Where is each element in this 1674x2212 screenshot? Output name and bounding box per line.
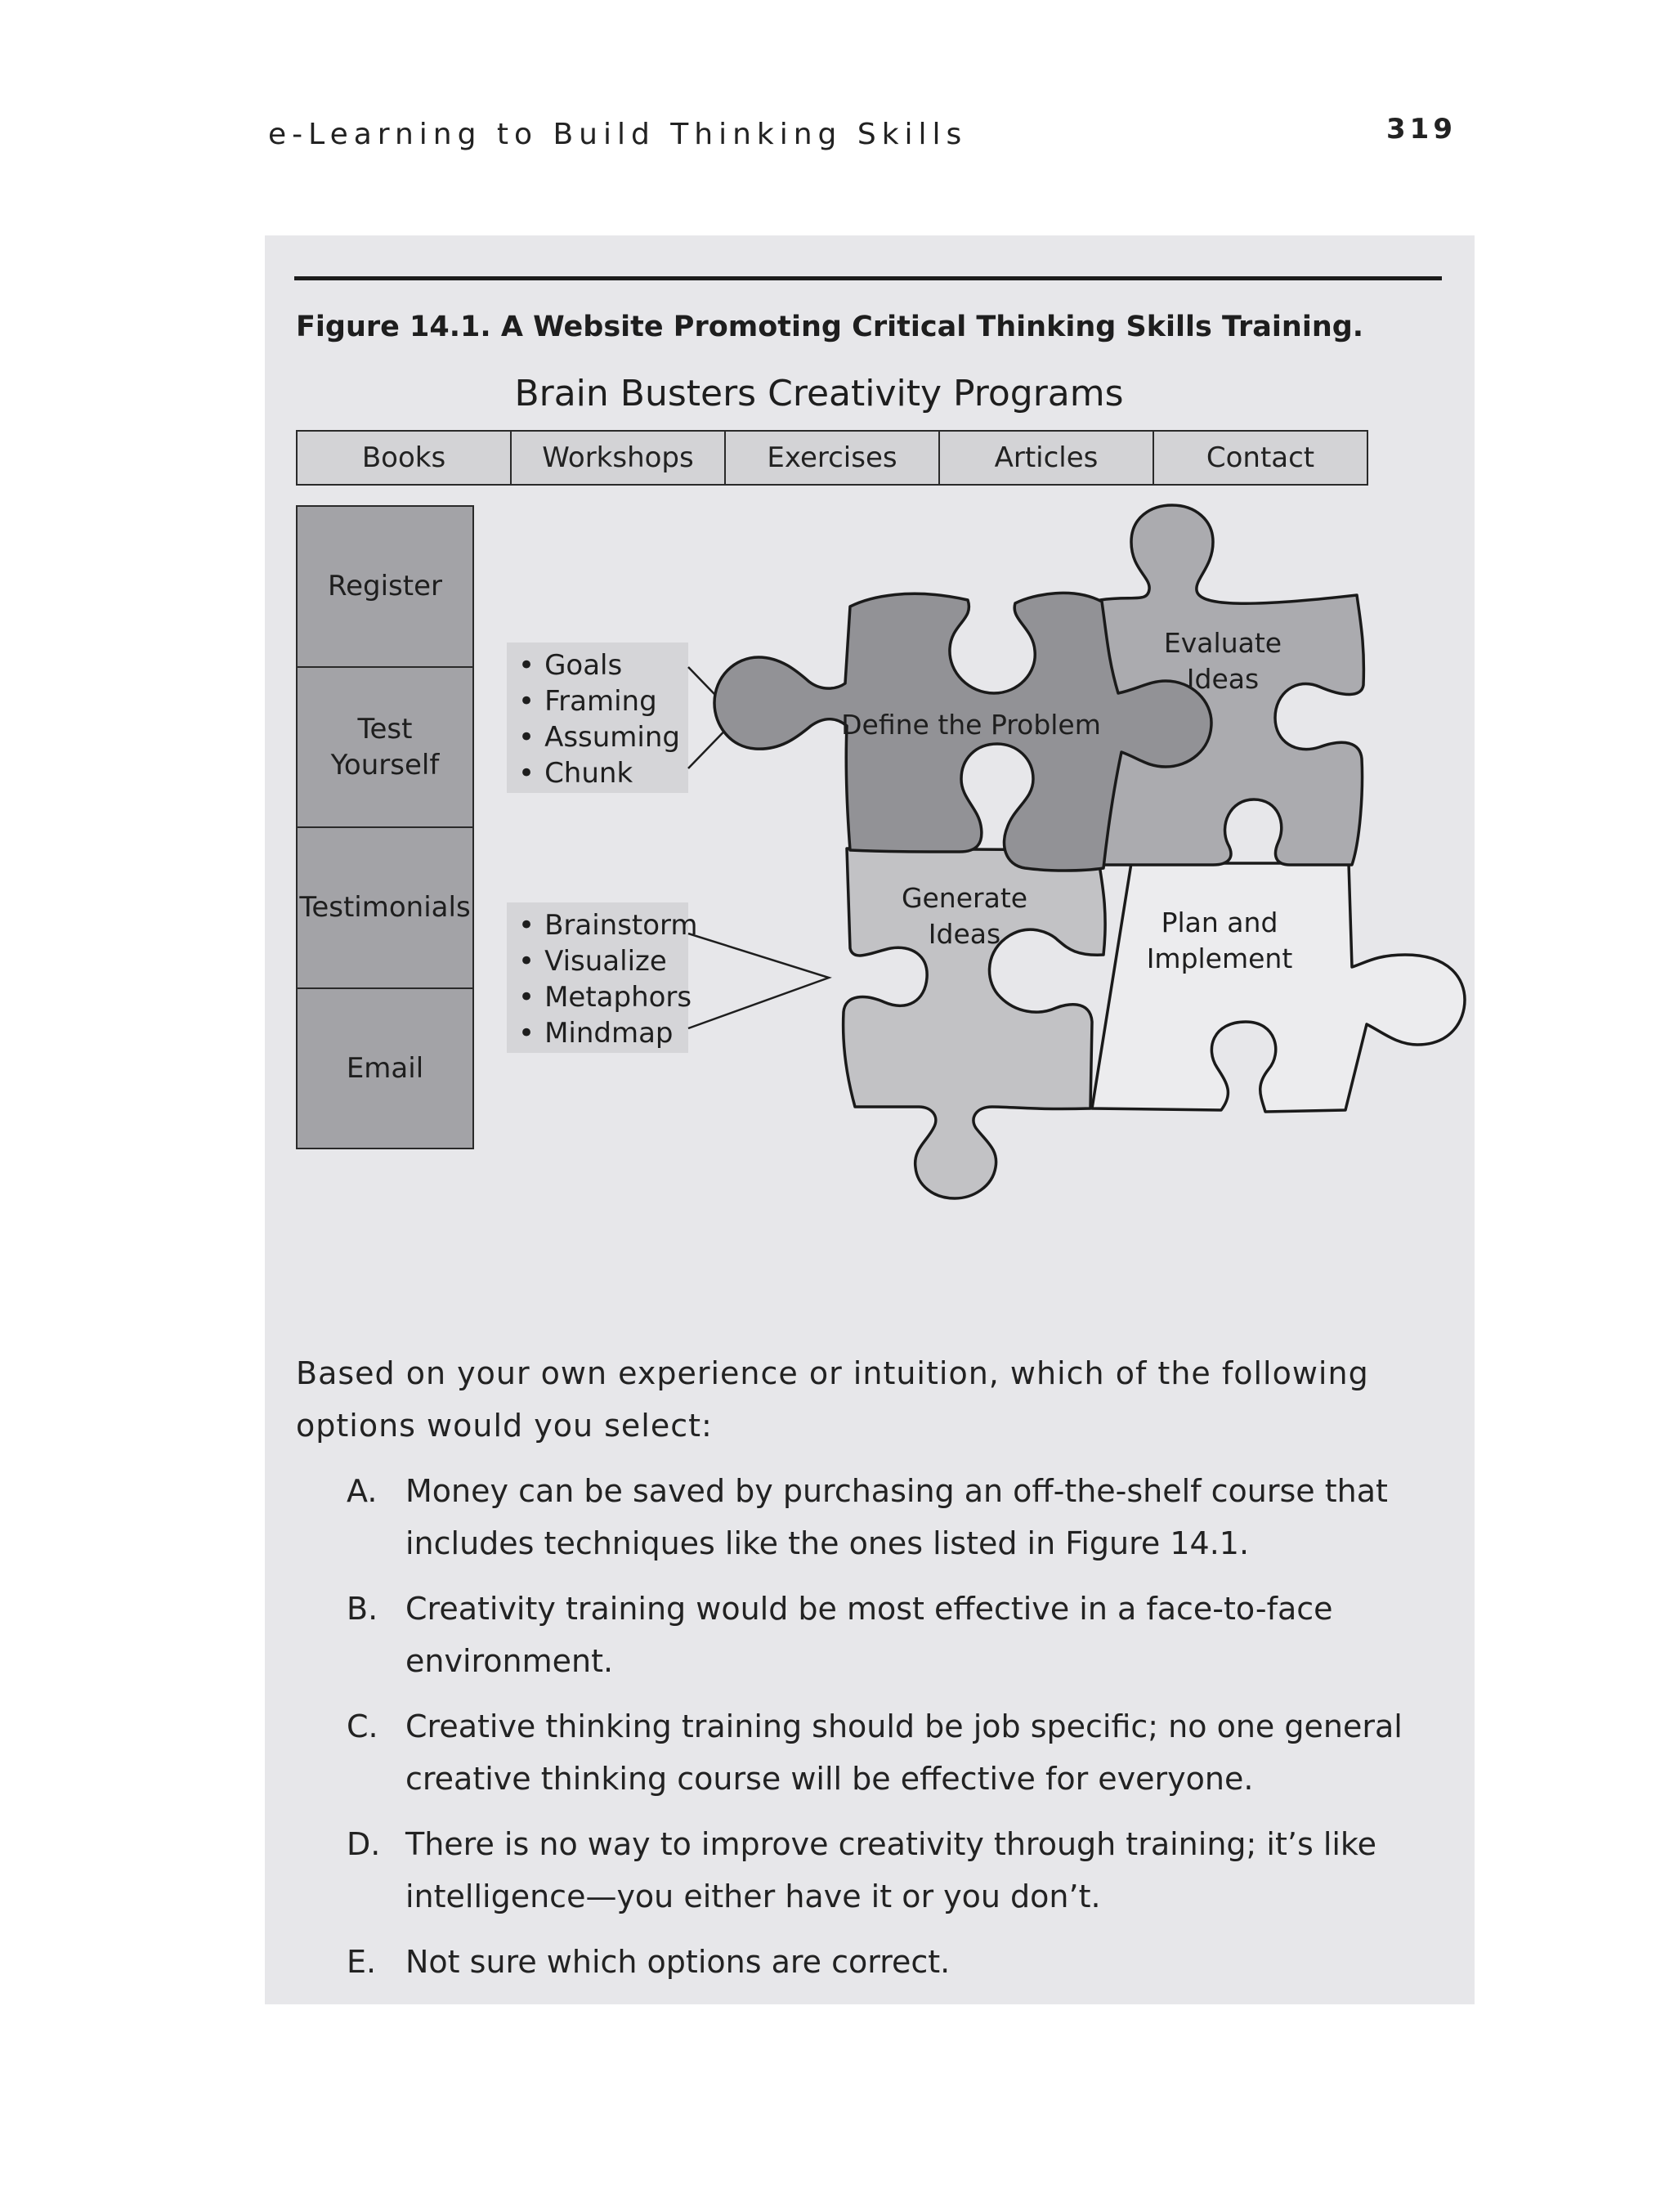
site-title: Brain Busters Creativity Programs — [514, 373, 1124, 414]
figure-panel — [265, 235, 1475, 2004]
list-item: • Goals — [507, 647, 688, 683]
option-text: There is no way to improve creativity through training; it’s like intelligence—you either have it or you don’t. — [405, 1826, 1376, 1914]
option-letter: B. — [347, 1591, 378, 1627]
puzzle-graphic — [265, 235, 1475, 1216]
list-item: • Brainstorm — [507, 907, 688, 943]
puzzle-label-plan-line1: Plan and — [1161, 907, 1278, 938]
puzzle-label-evaluate-line2: Ideas — [1186, 663, 1260, 695]
option-b — [347, 1583, 1409, 1687]
puzzle-label-generate-line1: Generate — [901, 882, 1028, 914]
sidebar-item-register[interactable]: Register — [298, 507, 472, 668]
option-letter: C. — [347, 1708, 378, 1744]
puzzle-label-evaluate-line1: Evaluate — [1163, 627, 1282, 659]
list-item: • Visualize — [507, 943, 688, 979]
option-a — [347, 1465, 1409, 1569]
question-prompt: Based on your own experience or intuition, which of the following options would you select: — [296, 1355, 1369, 1444]
running-head: e-Learning to Build Thinking Skills — [268, 118, 968, 151]
list-item: • Chunk — [507, 755, 688, 791]
option-text: Money can be saved by purchasing an off-the-shelf course that includes techniques like the ones listed in Figure 14.1. — [405, 1473, 1388, 1561]
puzzle-piece-plan — [1092, 863, 1465, 1112]
nav-exercises[interactable]: Exercises — [726, 432, 940, 484]
list-item: • Framing — [507, 683, 688, 719]
list-item: • Assuming — [507, 719, 688, 755]
nav-books[interactable]: Books — [298, 432, 512, 484]
nav-workshops[interactable]: Workshops — [512, 432, 726, 484]
figure-caption: Figure 14.1. A Website Promoting Critical Thinking Skills Training. — [296, 311, 1364, 343]
option-text: Not sure which options are correct. — [405, 1944, 951, 1980]
sidebar-item-email[interactable]: Email — [346, 1051, 424, 1085]
option-c — [347, 1700, 1409, 1805]
pointer-lines-bottom — [688, 934, 829, 1028]
option-e — [347, 1936, 1409, 1988]
sidebar-item-testimonials[interactable]: Testimonials — [298, 828, 472, 989]
nav-articles[interactable]: Articles — [940, 432, 1154, 484]
list-item: • Metaphors — [507, 979, 688, 1015]
option-letter: E. — [347, 1944, 377, 1980]
option-text: Creative thinking training should be job specific; no one general creative thinking course will be effective for everyone. — [405, 1708, 1403, 1797]
sidebar-item-test-yourself[interactable]: Test Yourself — [298, 668, 472, 829]
list-item: • Mindmap — [507, 1015, 688, 1051]
option-text: Creativity training would be most effective in a face-to-face environment. — [405, 1591, 1333, 1679]
puzzle-label-define: Define the Problem — [841, 709, 1101, 741]
page-number: 319 — [1386, 113, 1457, 146]
puzzle-label-generate-line2: Ideas — [928, 918, 1001, 950]
option-d — [347, 1818, 1409, 1923]
puzzle-label-plan-line2: Implement — [1146, 943, 1293, 974]
nav-contact[interactable]: Contact — [1206, 441, 1315, 474]
option-letter: A. — [347, 1473, 378, 1509]
option-letter: D. — [347, 1826, 381, 1862]
answer-options — [347, 1465, 1409, 2001]
